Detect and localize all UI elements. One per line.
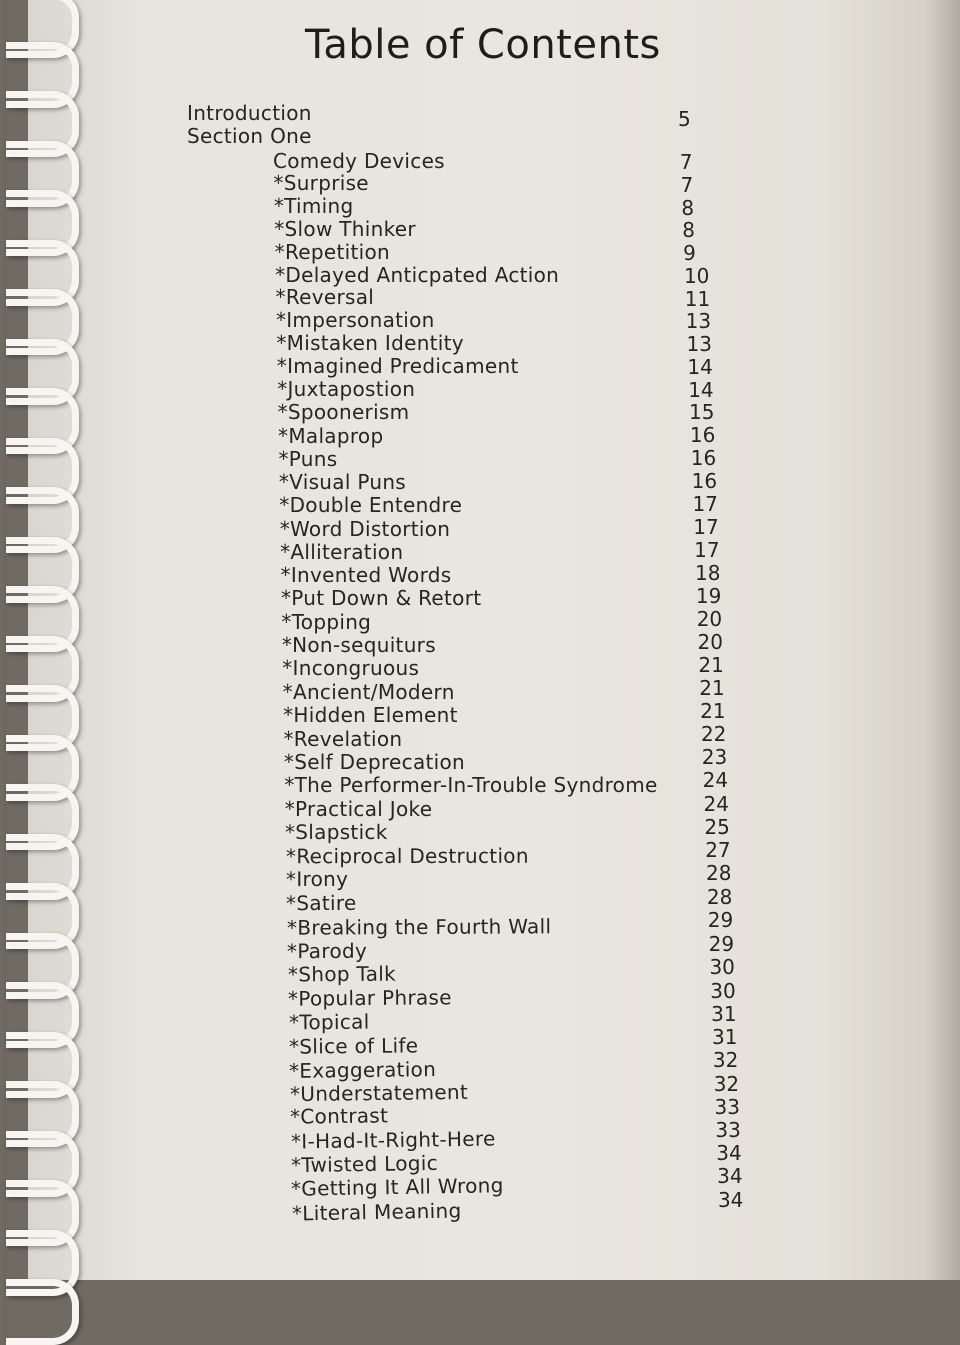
toc-page-number: 33 — [714, 1095, 740, 1119]
toc-page-number: 5 — [678, 107, 691, 131]
toc-entry: *Ancient/Modern — [282, 680, 455, 704]
toc-page-number: 17 — [694, 538, 720, 562]
toc-entry: *Impersonation — [275, 308, 435, 332]
toc-entry: *Revelation — [283, 727, 403, 751]
toc-entry: *Alliteration — [280, 540, 404, 564]
toc-entry: *Self Deprecation — [283, 750, 466, 774]
toc-entry: *Double Entendre — [279, 493, 463, 517]
toc-page-number: 13 — [686, 332, 712, 356]
toc-page-number: 20 — [696, 607, 723, 631]
toc-entry: *Delayed Anticpated Action — [275, 263, 560, 287]
toc-page-number: 22 — [700, 722, 727, 746]
toc-page-number: 7 — [679, 150, 693, 174]
toc-entry: *Mistaken Identity — [276, 331, 464, 355]
toc-entry: *Put Down & Retort — [280, 586, 482, 610]
toc-entry: *Popular Phrase — [288, 985, 453, 1011]
toc-page-number: 28 — [706, 861, 732, 885]
toc-entry: *Shop Talk — [287, 961, 396, 987]
toc-entry: *Malaprop — [278, 424, 384, 448]
toc-page-number: 13 — [685, 309, 712, 333]
toc-entry: *Satire — [286, 890, 358, 916]
binding-coil — [6, 1279, 79, 1345]
toc-entry: *Timing — [273, 194, 354, 218]
toc-entry: *Topical — [288, 1009, 370, 1035]
toc-entry: *I-Had-It-Right-Here — [290, 1126, 496, 1154]
toc-page-number: 32 — [712, 1048, 739, 1072]
toc-page-number: 19 — [695, 584, 722, 608]
toc-page-number: 18 — [695, 561, 721, 585]
toc-page-number: 21 — [698, 653, 724, 677]
toc-page-number: 30 — [709, 955, 735, 979]
toc-entry: *Word Distortion — [279, 517, 451, 541]
toc-page-number: 28 — [706, 885, 733, 909]
toc-page-number: 34 — [717, 1188, 744, 1212]
toc-entry: *Hidden Element — [283, 703, 458, 727]
toc-page-number: 33 — [715, 1118, 741, 1142]
toc-page-number: 23 — [701, 745, 728, 769]
toc-entry: *Literal Meaning — [291, 1198, 462, 1226]
toc-entry: *Surprise — [273, 171, 369, 195]
toc-entry: *Imagined Predicament — [276, 354, 519, 378]
toc-entry: *Reciprocal Destruction — [285, 843, 529, 869]
toc-page-number: 29 — [708, 932, 735, 956]
toc-entry: *Exaggeration — [289, 1057, 437, 1083]
toc-entry: *Twisted Logic — [290, 1150, 439, 1178]
toc-page-number: 8 — [682, 218, 695, 242]
toc-page-number: 11 — [684, 287, 711, 311]
toc-page-number: 24 — [703, 792, 729, 816]
toc-page-number: 24 — [702, 768, 729, 792]
toc-page-number: 8 — [681, 196, 695, 220]
toc-page-number: 25 — [704, 815, 730, 839]
toc-entry: *Irony — [285, 866, 349, 892]
book-page — [28, 0, 960, 1280]
toc-page-number: 34 — [716, 1141, 742, 1165]
toc-entry: *Parody — [287, 938, 368, 964]
toc-page-number: 16 — [691, 469, 718, 493]
page-edge-shadow — [926, 0, 960, 1280]
toc-page-number: 16 — [690, 446, 717, 470]
toc-entry: *Invented Words — [280, 563, 452, 587]
page-title: Table of Contents — [305, 22, 661, 68]
toc-page-number: 14 — [687, 355, 713, 379]
toc-page-number: 15 — [689, 400, 715, 424]
toc-page-number: 17 — [693, 515, 719, 539]
toc-entry: *Visual Puns — [278, 470, 407, 494]
toc-page-number: 14 — [688, 378, 714, 402]
toc-page-number: 7 — [680, 173, 694, 197]
toc-entry: Section One — [187, 124, 312, 148]
toc-entry: *Puns — [278, 447, 338, 471]
toc-entry: *Getting It All Wrong — [291, 1173, 505, 1201]
toc-entry: *Slow Thinker — [274, 217, 416, 241]
toc-entry: *Understatement — [289, 1079, 468, 1107]
toc-entry: Comedy Devices — [273, 149, 445, 173]
toc-page-number: 20 — [697, 630, 723, 654]
toc-entry: Introduction — [187, 101, 312, 125]
toc-entry: *Slice of Life — [288, 1033, 419, 1059]
toc-entry: *The Performer-In-Trouble Syndrome — [284, 773, 658, 797]
toc-page-number: 31 — [711, 1002, 737, 1026]
toc-entry: *Breaking the Fourth Wall — [286, 914, 552, 940]
toc-entry: *Incongruous — [282, 656, 420, 680]
toc-entry: *Practical Joke — [284, 797, 433, 821]
toc-entry: *Contrast — [290, 1103, 389, 1129]
toc-page-number: 31 — [712, 1025, 738, 1049]
toc-entry: *Spoonerism — [277, 400, 410, 424]
toc-page-number: 27 — [705, 838, 731, 862]
toc-page-number: 32 — [713, 1072, 740, 1096]
spiral-binding — [0, 0, 90, 1280]
toc-page-number: 34 — [717, 1164, 743, 1188]
toc-entry: *Topping — [281, 610, 372, 634]
toc-entry: *Slapstick — [285, 819, 388, 845]
toc-entry: *Non-sequiturs — [281, 633, 436, 657]
toc-entry: *Juxtapostion — [277, 377, 416, 401]
toc-page-number: 30 — [710, 979, 736, 1003]
toc-page-number: 16 — [689, 423, 716, 447]
toc-entry: *Reversal — [275, 285, 375, 309]
toc-page-number: 29 — [707, 908, 734, 932]
toc-page-number: 9 — [683, 241, 696, 265]
toc-page-number: 21 — [699, 676, 725, 700]
toc-page-number: 17 — [692, 492, 718, 516]
toc-page-number: 10 — [683, 264, 710, 288]
toc-entry: *Repetition — [274, 240, 390, 264]
toc-page-number: 21 — [700, 699, 726, 723]
